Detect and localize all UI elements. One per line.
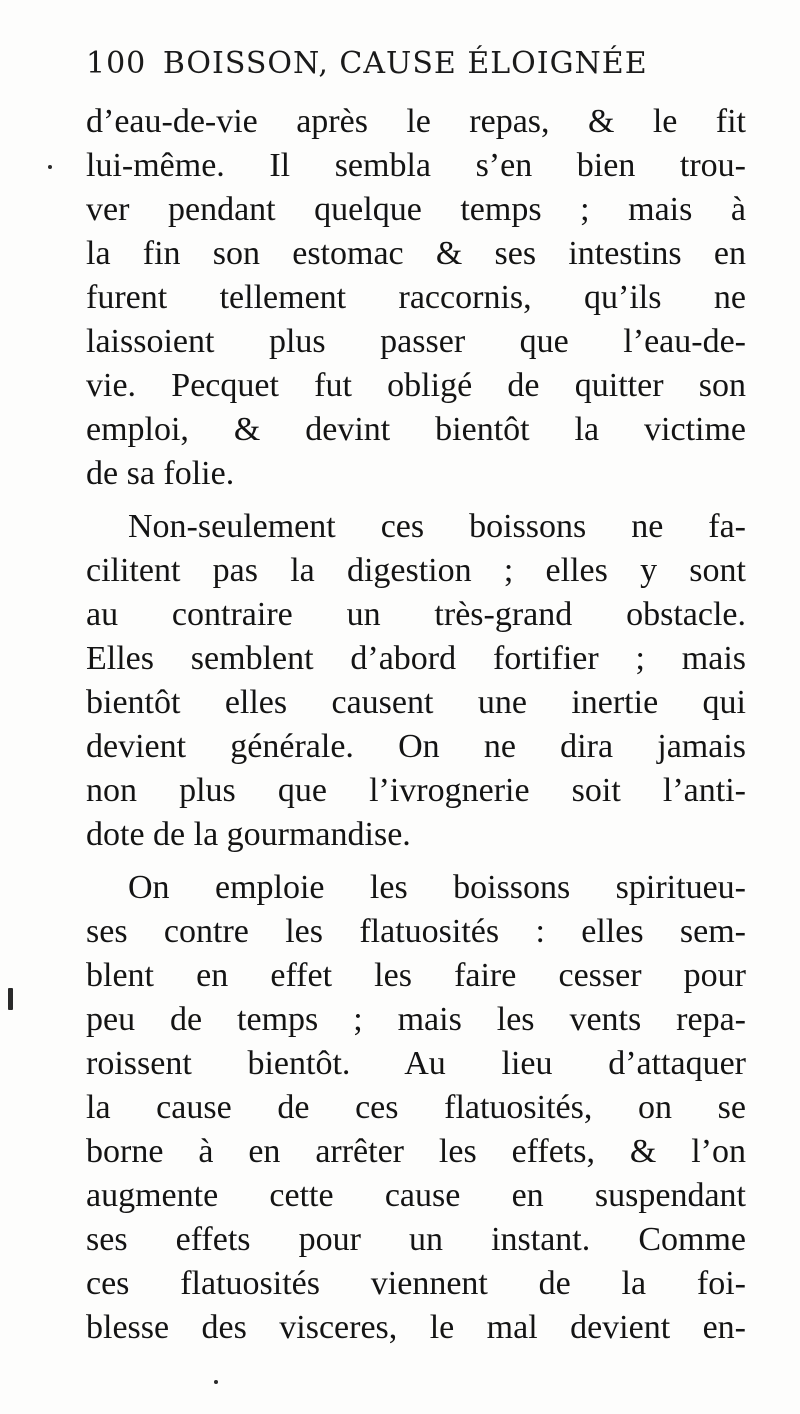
text-line: furent tellement raccornis, qu’ils ne — [86, 279, 746, 316]
ink-speck — [214, 1380, 218, 1384]
text-line: devient générale. On ne dira jamais — [86, 728, 746, 765]
text-line: vie. Pecquet fut obligé de quitter son — [86, 367, 746, 404]
text-line: blesse des visceres, le mal devient en- — [86, 1309, 746, 1346]
text-line: roissent bientôt. Au lieu d’attaquer — [86, 1045, 746, 1082]
text-line: emploi, & devint bientôt la victime — [86, 411, 746, 448]
text-line: bientôt elles causent une inertie qui — [86, 684, 746, 721]
page-number: 100 — [86, 46, 147, 81]
running-title: BOISSON, CAUSE ÉLOIGNÉE — [162, 46, 648, 81]
text-line: d’eau-de-vie après le repas, & le fit — [86, 103, 746, 140]
text-line: augmente cette cause en suspendant — [86, 1177, 746, 1214]
text-line: Elles semblent d’abord fortifier ; mais — [86, 640, 746, 677]
text-line: laissoient plus passer que l’eau-de- — [86, 323, 746, 360]
text-line: ver pendant quelque temps ; mais à — [86, 191, 746, 228]
text-line: blent en effet les faire cesser pour — [86, 957, 746, 994]
text-line: dote de la gourmandise. — [86, 816, 411, 853]
text-line: cilitent pas la digestion ; elles y sont — [86, 552, 746, 589]
ink-speck — [48, 165, 52, 169]
running-header — [86, 46, 746, 96]
text-line: la fin son estomac & ses intestins en — [86, 235, 746, 272]
text-line: ses contre les flatuosités : elles sem- — [86, 913, 746, 950]
text-line: non plus que l’ivrognerie soit l’anti- — [86, 772, 746, 809]
ink-speck — [8, 988, 13, 1010]
text-line: On emploie les boissons spiritueu- — [128, 869, 746, 906]
text-line: la cause de ces flatuosités, on se — [86, 1089, 746, 1126]
text-line: ses effets pour un instant. Comme — [86, 1221, 746, 1258]
text-line: peu de temps ; mais les vents repa- — [86, 1001, 746, 1038]
text-line: de sa folie. — [86, 455, 235, 492]
text-line: au contraire un très-grand obstacle. — [86, 596, 746, 633]
text-line: Non-seulement ces boissons ne fa- — [128, 508, 746, 545]
text-line: ces flatuosités viennent de la foi- — [86, 1265, 746, 1302]
text-line: lui-même. Il sembla s’en bien trou- — [86, 147, 746, 184]
text-line: borne à en arrêter les effets, & l’on — [86, 1133, 746, 1170]
